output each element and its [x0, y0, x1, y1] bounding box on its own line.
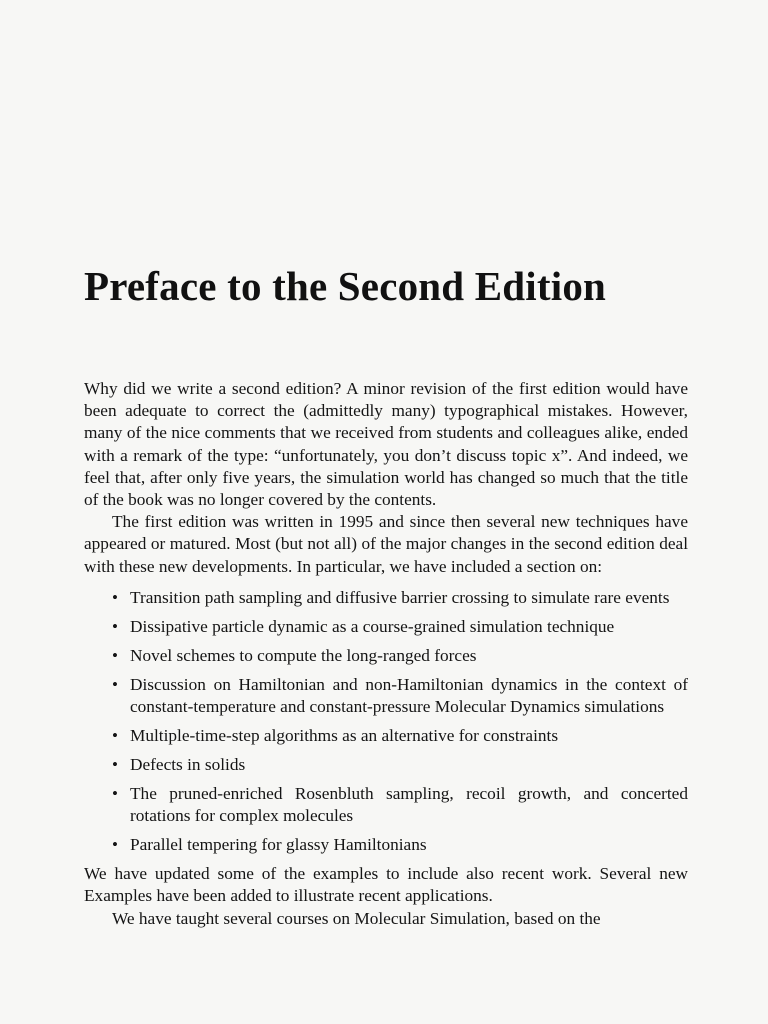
paragraph-updated-examples: We have updated some of the examples to include also recent work. Several new Examples have been added to illustrate recent applications. — [84, 864, 688, 906]
paragraph-courses: We have taught several courses on Molecular Simulation, based on the — [112, 908, 601, 928]
bullet-icon: • — [112, 587, 118, 607]
new-sections-list — [84, 587, 688, 857]
preface-body — [84, 378, 688, 930]
list-item-text: Dissipative particle dynamic as a course-grained simulation technique — [130, 616, 615, 636]
paragraph-intro: Why did we write a second edition? A minor revision of the first edition would have been adequate to correct the (admittedly many) typographical mistakes. However, many of the nice comments that we received from students and colleagues alike, ended with a remark of the type: “unfortunately, you don’t discuss topic x”. And indeed, we feel that, after only five years, the simulation world has changed so much that the title of the book was no longer covered by the contents. — [84, 379, 688, 510]
list-item — [84, 616, 688, 638]
list-item-text: Parallel tempering for glassy Hamiltonians — [130, 835, 427, 855]
bullet-icon: • — [112, 616, 118, 636]
bullet-icon: • — [112, 784, 118, 804]
list-item — [84, 834, 688, 856]
list-item — [84, 674, 688, 718]
list-item — [84, 783, 688, 827]
list-item — [84, 645, 688, 667]
bullet-icon: • — [112, 674, 118, 694]
bullet-icon: • — [112, 726, 118, 746]
list-item-text: Defects in solids — [130, 755, 246, 775]
list-item-text: Discussion on Hamiltonian and non-Hamiltonian dynamics in the context of constant-temperature and constant-pressure Molecular Dynamics simulations — [130, 674, 688, 717]
bullet-icon: • — [112, 755, 118, 775]
paragraph-new-techniques: The first edition was written in 1995 and since then several new techniques have appeared or matured. Most (but not all) of the major changes in the second edition deal with these new developments. In particular, we have included a section on: — [84, 512, 688, 576]
list-item-text: Transition path sampling and diffusive barrier crossing to simulate rare events — [130, 587, 670, 607]
list-item — [84, 725, 688, 747]
bullet-icon: • — [112, 645, 118, 665]
chapter-title: Preface to the Second Edition — [84, 263, 607, 309]
bullet-icon: • — [112, 835, 118, 855]
list-item-text: The pruned-enriched Rosenbluth sampling, recoil growth, and concerted rotations for complex molecules — [130, 784, 688, 826]
list-item-text: Novel schemes to compute the long-ranged forces — [130, 645, 477, 665]
list-item-text: Multiple-time-step algorithms as an alternative for constraints — [130, 726, 559, 746]
list-item — [84, 754, 688, 776]
list-item — [84, 587, 688, 609]
